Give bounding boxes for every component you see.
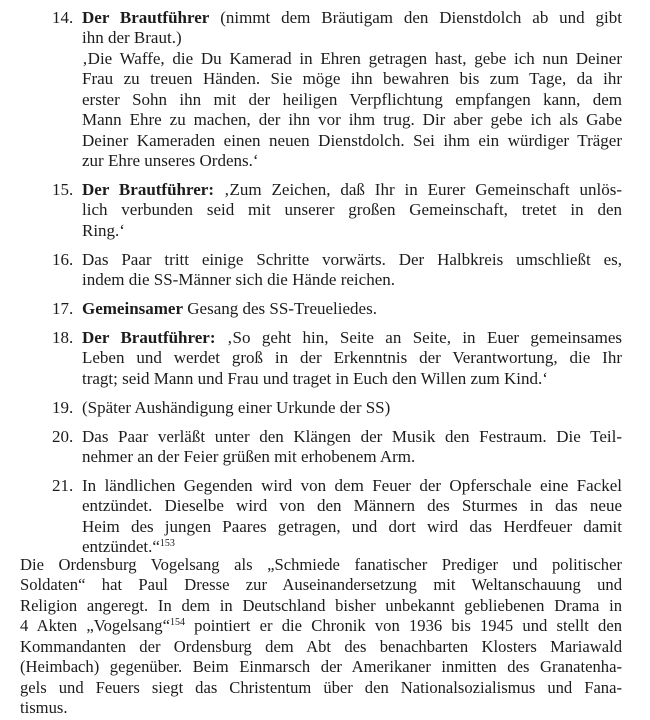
item-line: ihn der Braut.) [82,28,182,47]
item-line: Deiner Kameraden einen neuen Dienstdolch. Sei ihm ein würdiger Träger [82,131,622,150]
footnote-ref-154[interactable]: 154 [169,617,185,628]
item-number: 21. [52,476,74,495]
speaker-label: Der Brautführer: [82,180,214,199]
bold-word: Gemeinsamer [82,299,184,318]
paragraph-line: Kommandanten der Ordensburg dem Abt des benachbarten Klosters Mariawald [20,637,622,656]
item-number: 15. [52,180,74,199]
line-text: entzündet.“ [82,537,160,556]
line-text: Gesang des SS-Treueliedes. [183,299,377,318]
speaker-label: Der Brautführer: [82,328,216,347]
item-line [82,537,622,557]
item-line: Das Paar verläßt unter den Klängen der Musik den Festraum. Die Teil- [82,427,622,446]
item-number: 20. [52,427,74,446]
item-line: ‚Die Waffe, die Du Kamerad in Ehren getragen hast, gebe ich nun Deiner [82,49,622,68]
line-text: ‚Zum Zeichen, daß Ihr in Eurer Gemeinschaft unlös- [214,180,622,199]
item-line: tragt; seid Mann und Frau und traget in Euch den Willen zum Kind.‘ [82,369,548,388]
footnote-ref-153[interactable]: 153 [159,538,175,549]
item-line: lich verbunden seid mit unserer großen Gemeinschaft, tretet in den [82,200,622,219]
item-line [82,299,622,319]
item-line: Leben und werdet groß in der Erkenntnis der Verantwortung, die Ihr [82,348,622,367]
item-line: Frau zu treuen Händen. Sie möge ihn bewahren bis zum Tage, da ihr [82,69,622,88]
item-line: entzündet. Dieselbe wird von den Männern des Sturmes in das neue [82,496,622,515]
item-line: (Später Aushändigung einer Urkunde der SS) [82,398,391,417]
line-text: ‚So geht hin, Seite an Seite, in Euer gemeinsames [215,328,622,347]
line-text: 4 Akten „Vogelsang“ [20,616,170,635]
item-number: 17. [52,299,74,318]
item-line: zur Ehre unseres Ordens.‘ [82,151,259,170]
item-line [82,8,622,28]
paragraph-line: Religion angeregt. In dem in Deutschland bisher unbekannt gebliebenen Drama in [20,596,622,615]
item-line [82,328,622,348]
item-number: 14. [52,8,74,27]
line-text: (nimmt dem Bräutigam den Dienstdolch ab und gibt [209,8,622,27]
paragraph-line [20,616,622,636]
item-number: 18. [52,328,74,347]
paragraph-line: Die Ordensburg Vogelsang als „Schmiede fanatischer Prediger und politischer [20,555,622,574]
item-line [82,180,622,200]
paragraph-line: gels und Feuers siegt das Christentum über den Nationalsozialismus und Fana- [20,678,622,697]
line-text: pointiert er die Chronik von 1936 bis 1945 und stellt den [184,616,622,635]
item-line: Das Paar tritt einige Schritte vorwärts. Der Halbkreis umschließt es, [82,250,622,269]
item-line: erster Sohn ihn mit der heiligen Verpflichtung empfangen kann, dem [82,90,622,109]
item-number: 19. [52,398,74,417]
paragraph-line: Soldaten“ hat Paul Dresse zur Auseinandersetzung mit Weltanschauung und [20,575,622,594]
item-line: Heim des jungen Paares getragen, und dort wird das Herdfeuer damit [82,517,622,536]
paragraph-line: tismus. [20,698,68,717]
item-number: 16. [52,250,74,269]
speaker-label: Der Brautführer [82,8,210,27]
item-line: indem die SS-Männer sich die Hände reichen. [82,270,395,289]
item-line: nehmer an der Feier grüßen mit erhobenem Arm. [82,447,416,466]
item-line: In ländlichen Gegenden wird von dem Feuer der Opferschale eine Fackel [82,476,622,495]
item-line: Mann Ehre zu machen, der ihn vor ihm trug. Dir aber gebe ich als Gabe [82,110,622,129]
paragraph-line: (Heimbach) gegenüber. Beim Einmarsch der Amerikaner inmitten des Granatenha- [20,657,622,676]
item-line: Ring.‘ [82,221,125,240]
